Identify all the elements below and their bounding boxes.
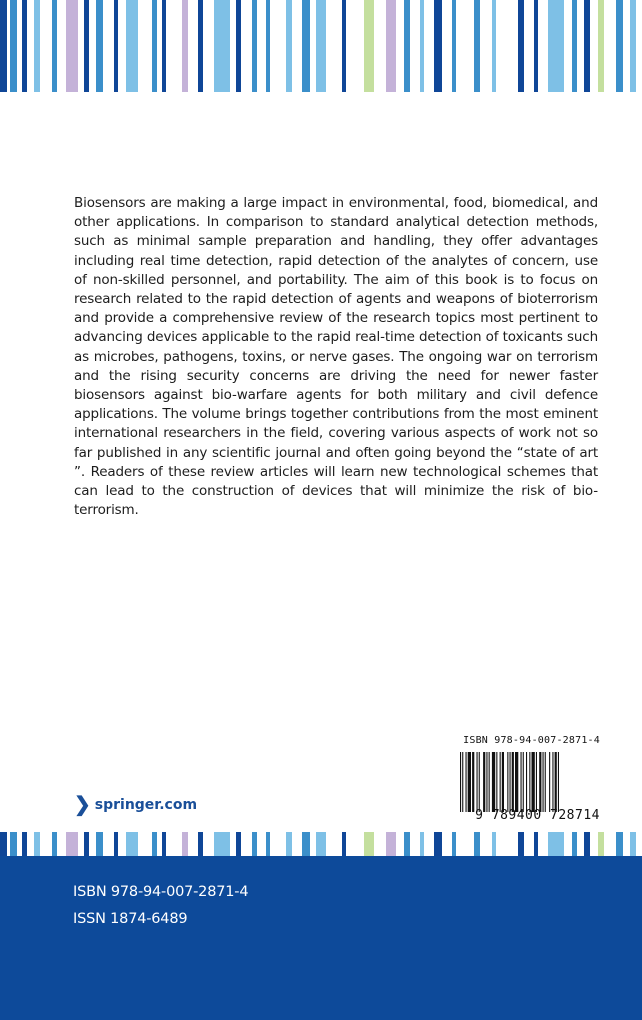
- barcode-bar: [472, 752, 474, 812]
- stripe: [252, 0, 257, 92]
- stripe: [182, 0, 188, 92]
- stripe: [518, 0, 524, 92]
- barcode-bar: [539, 752, 541, 812]
- stripe: [34, 832, 40, 856]
- barcode-block: [458, 735, 600, 823]
- barcode-bar: [486, 752, 487, 812]
- stripe: [66, 0, 78, 92]
- stripe: [302, 0, 310, 92]
- stripe: [364, 832, 374, 856]
- barcode-bar: [529, 752, 530, 812]
- stripe: [616, 832, 623, 856]
- barcode-bar: [483, 752, 485, 812]
- barcode-bar: [468, 752, 471, 812]
- stripe: [434, 832, 442, 856]
- stripe: [252, 832, 257, 856]
- isbn-text: ISBN 978-94-007-2871-4: [73, 884, 249, 900]
- stripe: [420, 0, 424, 92]
- stripe: [162, 832, 166, 856]
- barcode-bar: [526, 752, 527, 812]
- stripe: [386, 0, 396, 92]
- stripe: [584, 0, 590, 92]
- stripe: [198, 832, 203, 856]
- stripe: [534, 0, 538, 92]
- stripe: [96, 0, 103, 92]
- stripe: [342, 0, 346, 92]
- stripe: [96, 832, 103, 856]
- barcode-bar: [492, 752, 495, 812]
- stripe: [214, 832, 230, 856]
- stripe: [266, 0, 270, 92]
- stripe: [162, 0, 166, 92]
- bottom-stripe-band: [0, 832, 642, 856]
- stripe: [518, 832, 524, 856]
- book-description: Biosensors are making a large impact in environmental, food, biomedical, and other applications. In comparison to standard analytical detection methods, such as minimal sample preparation and handling, they offer advantages including real time detection, rapid detection of the analytes of concern, use of non-skilled personnel, and portability. The aim of this book is to focus on research related to the rapid detection of agents and weapons of bioterrorism and provide a comprehensive review of the research topics most pertinent to advancing devices applicable to the rapid real-time detection of toxicants such as microbes, pathogens, toxins, or nerve gases. The ongoing war on terrorism and the rising security concerns are driving the need for newer faster biosensors against bio-warfare agents for both military and civil defence applications. The volume brings together contributions from the most eminent international researchers in the field, covering various aspects of work not so far published in any scientific journal and often going beyond the “state of art ”. Readers of these review articles will learn new technological schemes that can lead to the construction of devices that will minimize the risk of bio-terrorism.: [74, 195, 598, 519]
- barcode-bar: [510, 752, 511, 812]
- barcode-bar: [477, 752, 478, 812]
- stripe: [434, 0, 442, 92]
- stripe: [10, 0, 17, 92]
- stripe: [492, 0, 496, 92]
- stripe: [84, 0, 89, 92]
- top-stripe-band: [0, 0, 642, 92]
- stripe: [52, 832, 57, 856]
- issn-text: ISSN 1874-6489: [73, 911, 188, 927]
- barcode-bar: [558, 752, 559, 812]
- barcode-bar: [460, 752, 461, 812]
- stripe: [10, 832, 17, 856]
- stripe: [572, 0, 577, 92]
- stripe: [584, 832, 590, 856]
- stripe: [266, 832, 270, 856]
- stripe: [548, 832, 564, 856]
- chevron-right-icon: ❯: [74, 794, 91, 816]
- barcode-bar: [523, 752, 524, 812]
- stripe: [534, 832, 538, 856]
- barcode-bar: [496, 752, 497, 812]
- stripe: [616, 0, 623, 92]
- barcode-bar: [462, 752, 463, 812]
- publisher-link[interactable]: [74, 792, 197, 817]
- stripe: [236, 832, 241, 856]
- barcode-bar: [552, 752, 553, 812]
- barcode-bar: [545, 752, 546, 812]
- stripe: [404, 0, 410, 92]
- barcode-bar: [479, 752, 480, 812]
- stripe: [316, 0, 326, 92]
- barcode-bar: [536, 752, 537, 812]
- stripe: [286, 0, 292, 92]
- stripe: [152, 0, 157, 92]
- stripe: [126, 832, 138, 856]
- stripe: [364, 0, 374, 92]
- barcode-bar: [507, 752, 508, 812]
- stripe: [0, 832, 7, 856]
- bottom-info-panel: [0, 856, 642, 1020]
- stripe: [404, 832, 410, 856]
- publisher-link-text: springer.com: [94, 796, 198, 813]
- stripe: [598, 0, 604, 92]
- stripe: [66, 832, 78, 856]
- stripe: [386, 832, 396, 856]
- barcode-bar: [543, 752, 544, 812]
- barcode-bar: [549, 752, 550, 812]
- stripe: [84, 832, 89, 856]
- barcode-bar: [512, 752, 514, 812]
- stripe: [598, 832, 604, 856]
- stripe: [126, 0, 138, 92]
- barcode-bar: [532, 752, 535, 812]
- stripe: [492, 832, 496, 856]
- stripe: [114, 832, 118, 856]
- stripe: [198, 0, 203, 92]
- barcode-bar: [466, 752, 467, 812]
- stripe: [572, 832, 577, 856]
- stripe: [236, 0, 241, 92]
- barcode-digits: 9 789400 728714: [475, 808, 600, 823]
- stripe: [474, 0, 480, 92]
- stripe: [22, 0, 27, 92]
- stripe: [316, 832, 326, 856]
- stripe: [342, 832, 346, 856]
- stripe: [182, 832, 188, 856]
- stripe: [22, 832, 27, 856]
- stripe: [214, 0, 230, 92]
- stripe: [52, 0, 57, 92]
- stripe: [34, 0, 40, 92]
- stripe: [548, 0, 564, 92]
- barcode-bar: [515, 752, 518, 812]
- barcode-bar: [555, 752, 557, 812]
- barcode-bar: [489, 752, 490, 812]
- stripe: [286, 832, 292, 856]
- stripe: [114, 0, 118, 92]
- stripe: [474, 832, 480, 856]
- stripe: [0, 0, 7, 92]
- barcode-bar: [500, 752, 501, 812]
- stripe: [152, 832, 157, 856]
- stripe: [630, 832, 636, 856]
- stripe: [452, 832, 456, 856]
- stripe: [630, 0, 636, 92]
- barcode-bar: [502, 752, 504, 812]
- stripe: [452, 0, 456, 92]
- stripe: [302, 832, 310, 856]
- barcode-isbn-label: ISBN 978-94-007-2871-4: [463, 735, 600, 746]
- stripe: [420, 832, 424, 856]
- barcode-bar: [521, 752, 522, 812]
- barcode-icon: [460, 752, 598, 812]
